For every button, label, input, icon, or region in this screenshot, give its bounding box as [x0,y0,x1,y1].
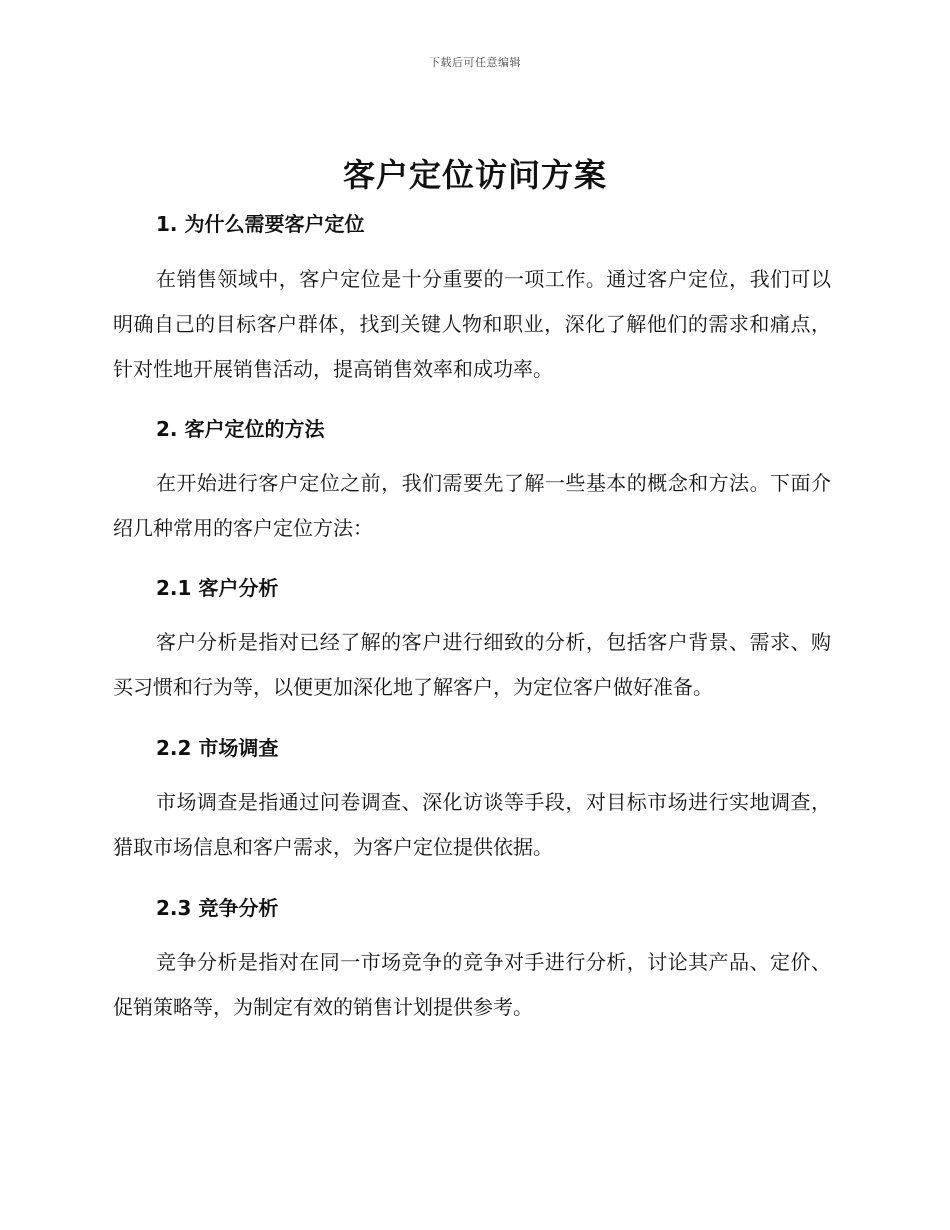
section-heading-2: 2. 客户定位的方法 [156,417,325,441]
section-heading-2-3: 2.3 竞争分析 [156,896,279,920]
section-body-2: 在开始进行客户定位之前，我们需要先了解一些基本的概念和方法。下面介绍几种常用的客户定位方法： [113,471,831,540]
section-body-1: 在销售领域中，客户定位是十分重要的一项工作。通过客户定位，我们可以明确自己的目标客户群体，找到关键人物和职业，深化了解他们的需求和痛点，针对性地开展销售活动，提高销售效率和成功率。 [113,267,831,381]
section-heading-2-2: 2.2 市场调查 [156,736,279,760]
section-body-2-1: 客户分析是指对已经了解的客户进行细致的分析，包括客户背景、需求、购买习惯和行为等，以便更加深化地了解客户，为定位客户做好准备。 [113,630,831,699]
section-body-2-2: 市场调查是指通过问卷调查、深化访谈等手段，对目标市场进行实地调查，猎取市场信息和客户需求，为客户定位提供依据。 [113,790,831,859]
header-note: 下载后可任意编辑 [429,56,521,69]
section-heading-2-1: 2.1 客户分析 [156,576,279,600]
document-title: 客户定位访问方案 [342,156,607,194]
section-body-2-3: 竞争分析是指对在同一市场竞争的竞争对手进行分析，讨论其产品、定价、促销策略等，为制定有效的销售计划提供参考。 [113,950,831,1019]
section-heading-1: 1. 为什么需要客户定位 [156,212,365,236]
